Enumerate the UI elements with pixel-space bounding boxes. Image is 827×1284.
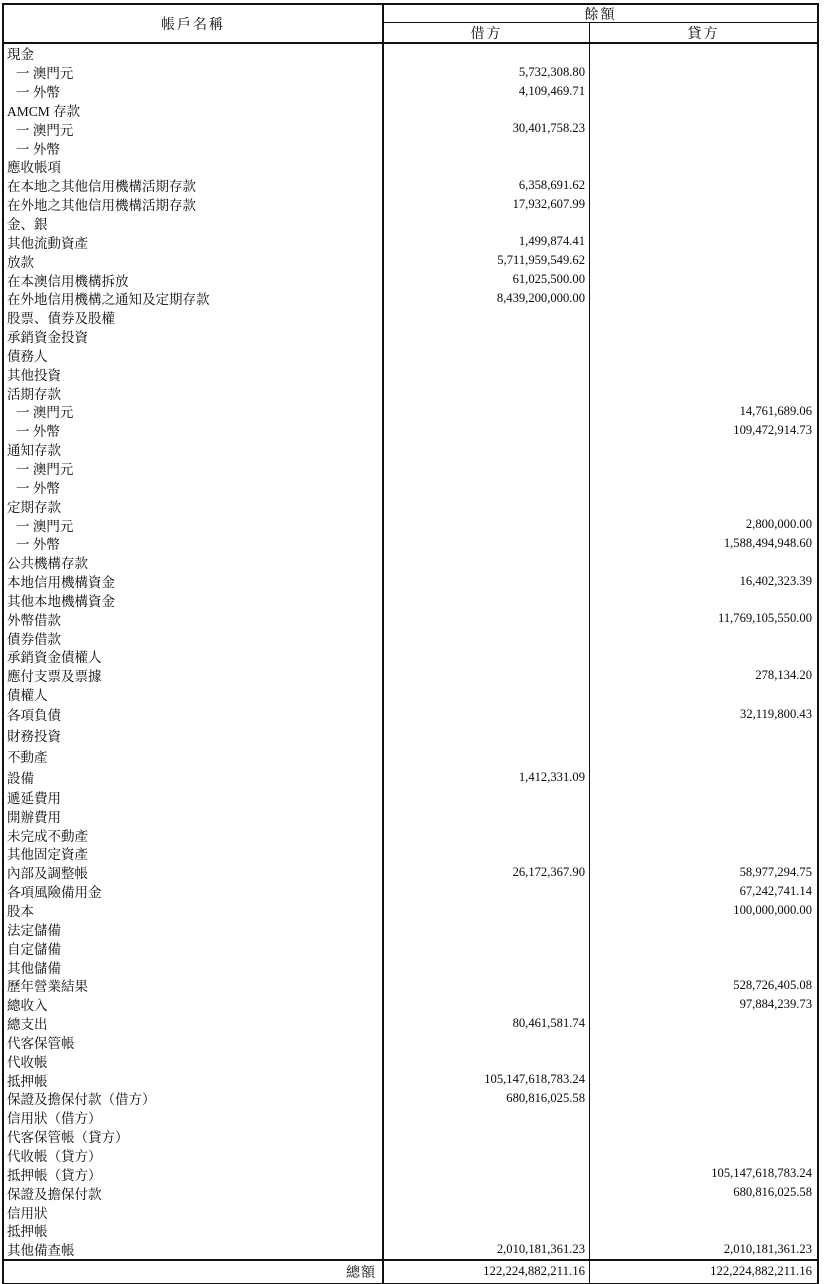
credit-value [590, 1033, 817, 1052]
table-row [4, 590, 817, 609]
debit-value [384, 553, 590, 572]
account-label: 設備 [4, 767, 384, 788]
total-row [4, 1259, 817, 1283]
credit-value [590, 459, 817, 478]
table-row [4, 176, 817, 195]
debit-value: 6,358,691.62 [384, 176, 590, 195]
debit-value [384, 844, 590, 863]
credit-value [590, 1070, 817, 1089]
credit-value [590, 806, 817, 825]
credit-value [590, 270, 817, 289]
account-label: 活期存款 [4, 383, 384, 402]
credit-value: 680,816,025.58 [733, 1185, 812, 1200]
debit-value [384, 1051, 590, 1070]
debit-value [384, 1146, 590, 1165]
account-label: 債券借款 [4, 628, 384, 647]
credit-value: 100,000,000.00 [733, 902, 812, 917]
credit-value: 11,769,105,550.00 [718, 611, 812, 626]
debit-value [384, 1183, 590, 1202]
debit-value [384, 957, 590, 976]
table-row [4, 1089, 817, 1108]
table-row [4, 901, 817, 920]
account-label: 外幣借款 [4, 609, 384, 628]
account-label: 信用狀（借方） [4, 1108, 384, 1127]
debit-value [384, 1033, 590, 1052]
credit-value [590, 119, 817, 138]
credit-value [590, 1014, 817, 1033]
account-label: 其他固定資產 [4, 844, 384, 863]
debit-value [384, 1164, 590, 1183]
table-row [4, 806, 817, 825]
debit-value [384, 138, 590, 157]
debit-value [384, 825, 590, 844]
credit-value [590, 440, 817, 459]
debit-value [384, 628, 590, 647]
debit-value [384, 919, 590, 938]
account-label: 在本澳信用機構拆放 [4, 270, 384, 289]
account-label: 現金 [4, 44, 384, 63]
credit-value [590, 1221, 817, 1240]
debit-value: 26,172,367.90 [384, 863, 590, 882]
account-label: 公共機構存款 [4, 553, 384, 572]
credit-value [590, 364, 817, 383]
total-label: 總額 [4, 1261, 384, 1283]
table-row [4, 1127, 817, 1146]
table-row [4, 402, 817, 421]
credit-value: 14,761,689.06 [739, 403, 812, 418]
debit-value [384, 308, 590, 327]
table-row [4, 421, 817, 440]
credit-value [590, 289, 817, 308]
credit-value [590, 1089, 817, 1108]
credit-value [590, 195, 817, 214]
table-row [4, 1146, 817, 1165]
header-account-name: 帳戶名稱 [4, 5, 384, 42]
debit-value [384, 725, 590, 746]
credit-value [590, 496, 817, 515]
credit-value [590, 1202, 817, 1221]
account-label: 其他備查帳 [4, 1240, 384, 1259]
debit-value: 105,147,618,783.24 [384, 1070, 590, 1089]
debit-value [384, 590, 590, 609]
credit-value [590, 685, 817, 704]
credit-value [590, 101, 817, 120]
credit-value: 32,119,800.43 [740, 706, 812, 721]
account-label: 其他流動資產 [4, 232, 384, 251]
table-row [4, 1221, 817, 1240]
debit-value: 17,932,607.99 [384, 195, 590, 214]
credit-value [590, 1108, 817, 1127]
credit-value [590, 767, 817, 788]
account-label: 開辦費用 [4, 806, 384, 825]
debit-value [384, 346, 590, 365]
debit-value: 680,816,025.58 [384, 1089, 590, 1108]
credit-value: 97,884,239.73 [739, 996, 812, 1011]
account-label: 總支出 [4, 1014, 384, 1033]
table-row [4, 477, 817, 496]
debit-value [384, 364, 590, 383]
debit-value [384, 882, 590, 901]
account-label: 抵押帳 [4, 1070, 384, 1089]
table-row [4, 534, 817, 553]
table-body [4, 44, 817, 1259]
credit-value: 58,977,294.75 [739, 864, 812, 879]
table-row [4, 704, 817, 725]
account-label: 放款 [4, 251, 384, 270]
debit-value [384, 806, 590, 825]
table-row [4, 1051, 817, 1070]
header-credit: 貸方 [687, 26, 720, 42]
debit-value [384, 101, 590, 120]
debit-value: 61,025,500.00 [384, 270, 590, 289]
account-label: 法定儲備 [4, 919, 384, 938]
table-row [4, 1108, 817, 1127]
table-row [4, 383, 817, 402]
table-row [4, 82, 817, 101]
table-row [4, 346, 817, 365]
debit-value [384, 383, 590, 402]
debit-value [384, 1127, 590, 1146]
debit-value: 2,010,181,361.23 [384, 1240, 590, 1259]
debit-value [384, 496, 590, 515]
debit-value [384, 534, 590, 553]
credit-value [590, 788, 817, 807]
debit-value [384, 214, 590, 233]
account-label: 總收入 [4, 995, 384, 1014]
table-row [4, 609, 817, 628]
credit-value: 105,147,618,783.24 [711, 1166, 812, 1181]
debit-value [384, 609, 590, 628]
debit-value: 30,401,758.23 [384, 119, 590, 138]
credit-value [590, 1127, 817, 1146]
debit-value: 5,711,959,549.62 [384, 251, 590, 270]
account-label: 在外地信用機構之通知及定期存款 [4, 289, 384, 308]
credit-value [590, 1051, 817, 1070]
table-row [4, 666, 817, 685]
table-row [4, 308, 817, 327]
credit-value [590, 44, 817, 63]
debit-value [384, 1221, 590, 1240]
account-label: 財務投資 [4, 725, 384, 746]
debit-value [384, 938, 590, 957]
credit-value [590, 825, 817, 844]
account-label: 應付支票及票據 [4, 666, 384, 685]
table-row [4, 44, 817, 63]
account-label: 股本 [4, 901, 384, 920]
table-row [4, 976, 817, 995]
debit-value [384, 901, 590, 920]
header-debit: 借方 [384, 23, 590, 42]
account-label: 其他儲備 [4, 957, 384, 976]
debit-value: 1,499,874.41 [384, 232, 590, 251]
debit-value [384, 44, 590, 63]
credit-value [590, 383, 817, 402]
balance-sheet-table [2, 3, 819, 1284]
account-label: 抵押帳 [4, 1221, 384, 1240]
table-row [4, 270, 817, 289]
credit-value [590, 176, 817, 195]
credit-value: 67,242,741.14 [739, 883, 812, 898]
credit-value [590, 647, 817, 666]
table-row [4, 232, 817, 251]
table-row [4, 628, 817, 647]
account-label: 保證及擔保付款（借方） [4, 1089, 384, 1108]
account-label: 承銷資金債權人 [4, 647, 384, 666]
account-label: 一 澳門元 [4, 459, 384, 478]
credit-value [590, 346, 817, 365]
table-row [4, 882, 817, 901]
account-label: 股票、債券及股權 [4, 308, 384, 327]
debit-value [384, 440, 590, 459]
account-label: 一 澳門元 [4, 119, 384, 138]
table-row [4, 289, 817, 308]
debit-value [384, 666, 590, 685]
credit-value [590, 553, 817, 572]
account-label: 不動產 [4, 746, 384, 767]
table-row [4, 1164, 817, 1183]
credit-value: 109,472,914.73 [733, 422, 812, 437]
table-row [4, 767, 817, 788]
credit-value: 16,402,323.39 [739, 573, 812, 588]
account-label: 在本地之其他信用機構活期存款 [4, 176, 384, 195]
table-row [4, 788, 817, 807]
account-label: 通知存款 [4, 440, 384, 459]
account-label: 一 外幣 [4, 534, 384, 553]
table-row [4, 214, 817, 233]
account-label: 一 外幣 [4, 477, 384, 496]
credit-value [590, 63, 817, 82]
account-label: 定期存款 [4, 496, 384, 515]
account-label: 一 澳門元 [4, 515, 384, 534]
credit-value: 278,134.20 [755, 667, 812, 682]
credit-value [590, 844, 817, 863]
debit-value [384, 572, 590, 591]
total-credit-value: 122,224,882,211.16 [710, 1264, 812, 1279]
account-label: 債權人 [4, 685, 384, 704]
account-label: 未完成不動產 [4, 825, 384, 844]
credit-value [590, 82, 817, 101]
account-label: 內部及調整帳 [4, 863, 384, 882]
debit-value [384, 976, 590, 995]
debit-value [384, 421, 590, 440]
table-row [4, 138, 817, 157]
debit-value [384, 327, 590, 346]
credit-value [590, 590, 817, 609]
account-label: 歷年營業結果 [4, 976, 384, 995]
account-label: AMCM 存款 [4, 101, 384, 120]
credit-value [590, 746, 817, 767]
credit-value [590, 327, 817, 346]
debit-value [384, 1202, 590, 1221]
account-label: 信用狀 [4, 1202, 384, 1221]
table-row [4, 1183, 817, 1202]
table-row [4, 440, 817, 459]
table-row [4, 647, 817, 666]
header-balance: 餘額 [384, 5, 817, 23]
account-label: 各項負債 [4, 704, 384, 725]
table-row [4, 195, 817, 214]
credit-value [590, 725, 817, 746]
account-label: 一 澳門元 [4, 63, 384, 82]
table-row [4, 459, 817, 478]
debit-value [384, 1108, 590, 1127]
table-row [4, 1014, 817, 1033]
account-label: 應收帳項 [4, 157, 384, 176]
credit-value [590, 157, 817, 176]
table-row [4, 157, 817, 176]
account-label: 本地信用機構資金 [4, 572, 384, 591]
credit-value [590, 957, 817, 976]
debit-value [384, 685, 590, 704]
account-label: 代客保管帳 [4, 1033, 384, 1052]
debit-value: 80,461,581.74 [384, 1014, 590, 1033]
table-row [4, 938, 817, 957]
debit-value [384, 402, 590, 421]
account-label: 保證及擔保付款 [4, 1183, 384, 1202]
table-row [4, 1033, 817, 1052]
table-row [4, 685, 817, 704]
account-label: 承銷資金投資 [4, 327, 384, 346]
debit-value: 4,109,469.71 [384, 82, 590, 101]
table-row [4, 496, 817, 515]
debit-value [384, 704, 590, 725]
debit-value [384, 995, 590, 1014]
account-label: 一 外幣 [4, 138, 384, 157]
debit-value [384, 746, 590, 767]
account-label: 抵押帳（貸方） [4, 1164, 384, 1183]
table-row [4, 515, 817, 534]
account-label: 一 外幣 [4, 421, 384, 440]
table-row [4, 1202, 817, 1221]
table-row [4, 63, 817, 82]
debit-value [384, 515, 590, 534]
account-label: 其他本地機構資金 [4, 590, 384, 609]
table-row [4, 746, 817, 767]
debit-value [384, 459, 590, 478]
table-row [4, 995, 817, 1014]
debit-value: 1,412,331.09 [384, 767, 590, 788]
table-row [4, 1240, 817, 1259]
account-label: 在外地之其他信用機構活期存款 [4, 195, 384, 214]
credit-value [590, 477, 817, 496]
table-row [4, 725, 817, 746]
credit-value [590, 308, 817, 327]
credit-value [590, 919, 817, 938]
account-label: 一 澳門元 [4, 402, 384, 421]
debit-value: 5,732,308.80 [384, 63, 590, 82]
table-row [4, 364, 817, 383]
table-row [4, 825, 817, 844]
table-row [4, 844, 817, 863]
table-row [4, 101, 817, 120]
account-label: 債務人 [4, 346, 384, 365]
account-label: 自定儲備 [4, 938, 384, 957]
account-label: 金、銀 [4, 214, 384, 233]
account-label: 一 外幣 [4, 82, 384, 101]
credit-value: 2,800,000.00 [745, 517, 812, 532]
credit-value [590, 938, 817, 957]
account-label: 遞延費用 [4, 788, 384, 807]
table-row [4, 327, 817, 346]
table-row [4, 1070, 817, 1089]
table-row [4, 119, 817, 138]
table-header [4, 5, 817, 44]
credit-value: 528,726,405.08 [733, 977, 812, 992]
account-label: 代收帳（貸方） [4, 1146, 384, 1165]
credit-value [590, 251, 817, 270]
table-row [4, 957, 817, 976]
debit-value: 8,439,200,000.00 [384, 289, 590, 308]
credit-value [590, 628, 817, 647]
account-label: 其他投資 [4, 364, 384, 383]
credit-value [590, 138, 817, 157]
table-row [4, 863, 817, 882]
total-debit-value: 122,224,882,211.16 [384, 1261, 590, 1283]
account-label: 代收帳 [4, 1051, 384, 1070]
table-row [4, 572, 817, 591]
account-label: 各項風險備用金 [4, 882, 384, 901]
credit-value: 1,588,494,948.60 [723, 535, 812, 550]
account-label: 代客保管帳（貸方） [4, 1127, 384, 1146]
table-row [4, 919, 817, 938]
debit-value [384, 788, 590, 807]
credit-value: 2,010,181,361.23 [723, 1241, 812, 1256]
table-row [4, 553, 817, 572]
credit-value [590, 1146, 817, 1165]
credit-value [590, 232, 817, 251]
debit-value [384, 477, 590, 496]
debit-value [384, 647, 590, 666]
table-row [4, 251, 817, 270]
debit-value [384, 157, 590, 176]
credit-value [590, 214, 817, 233]
